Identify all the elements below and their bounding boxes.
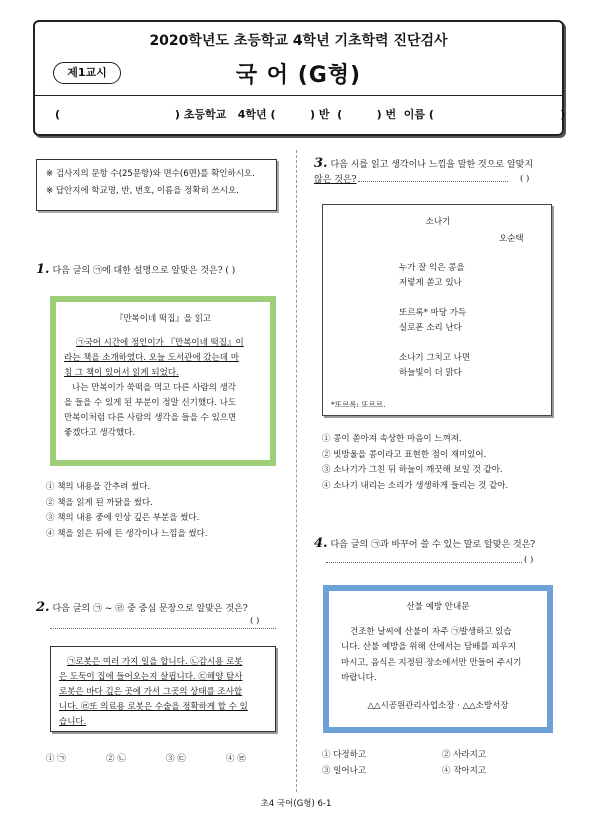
option-1[interactable]: ① 콩이 쏟아져 속상한 마음이 느껴져.: [322, 434, 462, 444]
poem-author: 오순택: [499, 234, 524, 244]
passage-line: 니다. 산불 예방을 위해 산에서는 담배를 피우지: [341, 642, 516, 652]
question-4-passage: [329, 591, 547, 727]
option-4[interactable]: ④ 소나기 내리는 소리가 생생하게 들리는 것 같아.: [322, 480, 509, 491]
subject-title: 국 어 (G형): [235, 63, 362, 88]
poem-line: 소나기 그치고 나면: [399, 353, 471, 363]
passage-line: 은 도둑이 집에 들어오는지 살핍니다. ㉢해양 탐사: [59, 672, 243, 682]
question-4-option-3[interactable]: ③ 일어나고: [322, 766, 367, 776]
notice-box: [36, 159, 277, 211]
passage-line: 침 그 책이 있어서 읽게 되었다.: [64, 368, 179, 378]
answer-leader: [50, 616, 276, 629]
student-id-row: ( ) 초등학교 4학년 ( ) 반 ( ) 번 이름 ( ): [55, 108, 566, 121]
passage-line: ㉠국어 시간에 정인이가 『만복이네 떡집』이: [76, 338, 244, 348]
passage-line: 바랍니다.: [341, 673, 377, 683]
passage-line: ㉠로봇은 여러 가지 일을 합니다. ㉡감시용 로봇: [67, 657, 243, 667]
poem-line: 누가 잘 익은 콩을: [399, 263, 465, 273]
passage-line: 만복이처럼 다른 사람의 생각을 들을 수 있으면: [64, 413, 237, 423]
passage-line: 라는 책을 소개하였다. 오늘 도서관에 갔는데 마: [64, 353, 239, 363]
answer-leader: [326, 551, 522, 563]
answer-leader: [358, 170, 508, 182]
question-1-number: 1.: [36, 262, 50, 277]
option-1[interactable]: ① 책의 내용을 간추려 썼다.: [46, 482, 151, 492]
poem-line: 하늘빛이 더 맑다: [399, 368, 462, 378]
passage-line: 을 들을 수 있게 된 부분이 정말 신기했다. 나도: [64, 398, 237, 408]
question-4-text: 다음 글의 ㉠과 바꾸어 쓸 수 있는 말로 알맞은 것은?: [330, 540, 536, 550]
passage-line: 마시고, 음식은 지정된 장소에서만 만들어 주시기: [341, 657, 522, 668]
option-2[interactable]: ② 빗방울을 콩이라고 표현한 점이 재미있어.: [322, 449, 487, 460]
passage-title: 『만복이네 떡집』을 읽고: [114, 314, 212, 324]
poem-line: 저렇게 쏟고 있나: [399, 278, 462, 288]
passage-line: 습니다.: [59, 717, 87, 727]
notice-signature: △△시공원관리사업소장 · △△소방서장: [367, 700, 509, 711]
option-4[interactable]: ④ 책을 읽은 뒤에 든 생각이나 느낌을 썼다.: [46, 528, 208, 539]
poem-title: 소나기: [425, 217, 451, 227]
question-2-option-3[interactable]: ③ ㉢: [166, 754, 186, 764]
question-1-text: 다음 글의 ㉠에 대한 설명으로 알맞은 것은? ( ): [52, 266, 236, 276]
session-badge: 제1교시: [53, 62, 121, 84]
poem-box: [322, 204, 552, 416]
question-2: [36, 600, 286, 617]
question-2-option-4[interactable]: ④ ㉣: [226, 754, 246, 764]
notice-line-2: ※ 답안지에 학교명, 반, 번호, 이름을 정확히 쓰시오.: [46, 186, 239, 196]
question-2-passage: [50, 646, 276, 732]
question-1: [36, 262, 286, 279]
question-3-options: [322, 432, 572, 494]
column-divider: [296, 150, 297, 792]
poem-footnote: *또르록: 또르르.: [331, 400, 386, 409]
question-3-text-line-1: 다음 시를 읽고 생각이나 느낌을 말한 것으로 알맞지: [330, 160, 534, 170]
question-2-text: 다음 글의 ㉠ ~ ㉣ 중 중심 문장으로 알맞은 것은?: [52, 604, 248, 614]
passage-line: 건조한 날씨에 산불이 자주 ㉠발생하고 있습: [350, 626, 512, 637]
question-4-passage-frame: [323, 585, 553, 733]
question-4-option-2[interactable]: ② 사라지고: [442, 750, 487, 760]
question-3-number: 3.: [314, 156, 328, 171]
exam-title: 2020학년도 초등학교 4학년 기초학력 진단검사: [149, 33, 448, 49]
question-1-options: [46, 480, 286, 542]
question-2-option-1[interactable]: ① ㉠: [46, 754, 66, 764]
question-2-answer[interactable]: ( ): [250, 616, 260, 626]
option-3[interactable]: ③ 소나기가 그친 뒤 하늘이 깨끗해 보일 것 같아.: [322, 465, 503, 475]
passage-line: 나는 만복이가 쑥떡을 먹고 다른 사람의 생각: [72, 383, 237, 393]
question-4-answer[interactable]: ( ): [524, 555, 534, 565]
question-2-option-2[interactable]: ② ㉡: [106, 754, 126, 764]
question-4-number: 4.: [314, 536, 328, 551]
header-box: [33, 20, 564, 136]
option-3[interactable]: ③ 책의 내용 중에 인상 깊은 부분을 썼다.: [46, 513, 200, 523]
question-1-passage-frame: [50, 296, 276, 466]
question-3-answer[interactable]: ( ): [520, 174, 530, 184]
passage-line: 로봇은 바다 깊은 곳에 가서 그곳의 상태를 조사합: [59, 687, 243, 697]
notice-line-1: ※ 검사지의 문항 수(25문항)와 면수(6면)를 확인하시오.: [46, 169, 255, 179]
question-4-option-4[interactable]: ④ 작아지고: [442, 766, 487, 776]
poem-line: 또르록* 마당 가득: [399, 308, 467, 318]
page-footer: 초4 국어(G형) 6-1: [260, 799, 332, 809]
notice-title: 산불 예방 안내문: [406, 602, 470, 612]
question-4-option-1[interactable]: ① 다정하고: [322, 750, 367, 760]
question-3-text-line-2: 않은 것은?: [314, 175, 357, 185]
passage-line: 좋겠다고 생각했다.: [64, 428, 136, 438]
option-2[interactable]: ② 책을 읽게 된 까닭을 썼다.: [46, 497, 153, 508]
question-1-passage: [56, 302, 270, 460]
poem-line: 실로폰 소리 난다: [399, 323, 462, 333]
header-divider: [35, 95, 562, 96]
passage-line: 니다. ㉣또 의료용 로봇은 수술을 정확하게 할 수 있: [59, 702, 248, 712]
question-2-number: 2.: [36, 600, 50, 615]
